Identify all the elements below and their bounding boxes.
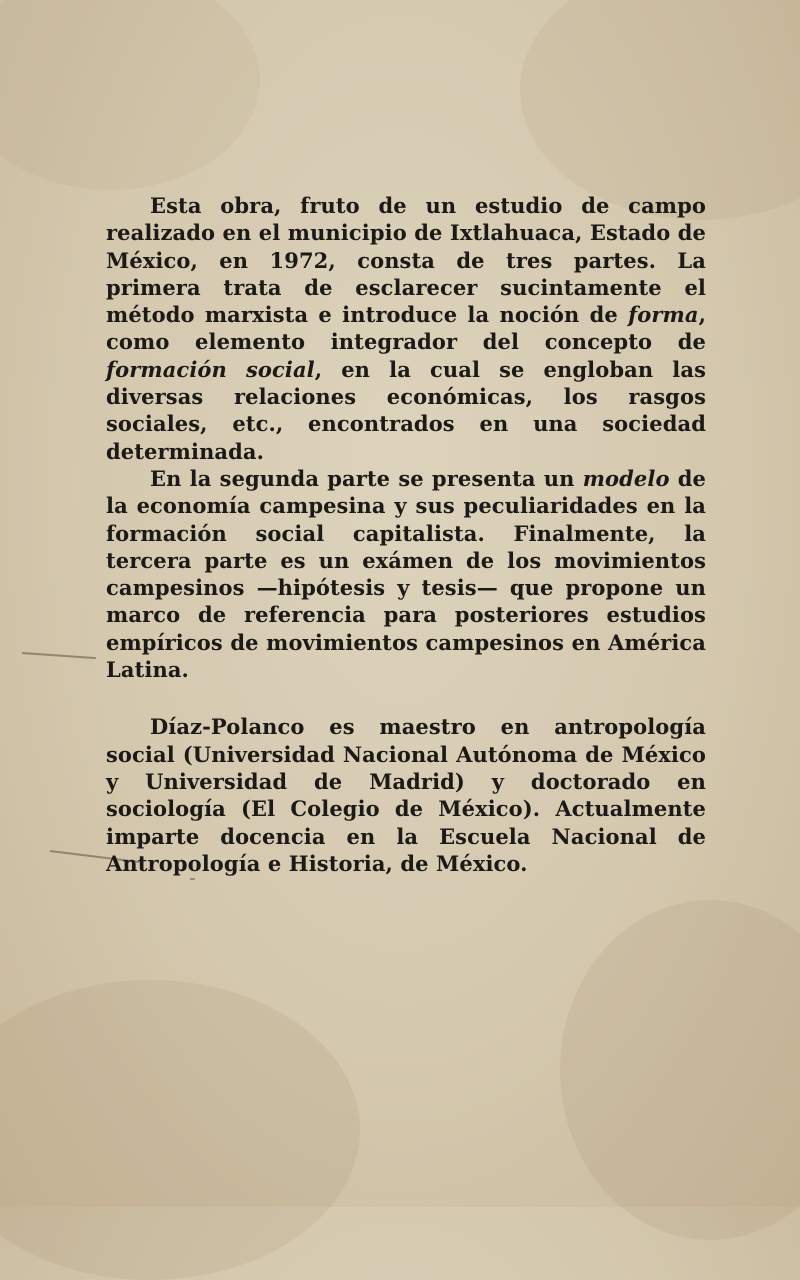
text-run: de la economía campesina y sus peculiaridades en la formación social capitalista. Finalmente, la tercera parte es un exámen de los movimientos campesinos —hipótesis y tesis— que propone un marco de referencia para posteriores estudios empíricos de movimientos campesinos en América Latina. bbox=[106, 465, 706, 683]
text-run: Díaz-Polanco es maestro en antropología social (Universidad Nacional Autónoma de México y Universidad de Madrid) y doctorado en sociología (El Colegio de México). Actualmente imparte docencia en la Escuela Nacional de Antropología e Historia, de México. bbox=[106, 714, 706, 876]
italic-term-modelo: modelo bbox=[582, 465, 670, 491]
text-run: En la segunda parte se presenta un bbox=[150, 465, 583, 491]
blurb-text-block bbox=[106, 192, 706, 877]
author-bio-paragraph bbox=[106, 713, 706, 877]
book-summary-paragraph-2 bbox=[106, 465, 706, 683]
italic-term-forma: forma bbox=[628, 302, 699, 328]
italic-term-formacion-social: formación social bbox=[106, 356, 315, 382]
text-run: Esta obra, fruto de un estudio de campo realizado en el municipio de Ixtlahuaca, Estado de México, en 1972, consta de tres partes. La primera trata de esclarecer sucintamente el método marxista e introduce la noción de bbox=[106, 193, 706, 328]
text-run: , en la cual se engloban las diversas relaciones económicas, los rasgos sociales, etc., encontrados en una sociedad determinada. bbox=[106, 356, 707, 464]
paper-stain bbox=[520, 0, 800, 220]
paper-stain bbox=[560, 900, 800, 1240]
paper-speck-mark bbox=[190, 878, 195, 880]
paper-stain bbox=[0, 0, 260, 190]
text-run: , como elemento integrador del concepto de bbox=[106, 302, 706, 355]
paper-stain bbox=[0, 980, 360, 1280]
paper-scratch-mark bbox=[22, 652, 96, 659]
book-summary-paragraph-1 bbox=[106, 192, 706, 465]
